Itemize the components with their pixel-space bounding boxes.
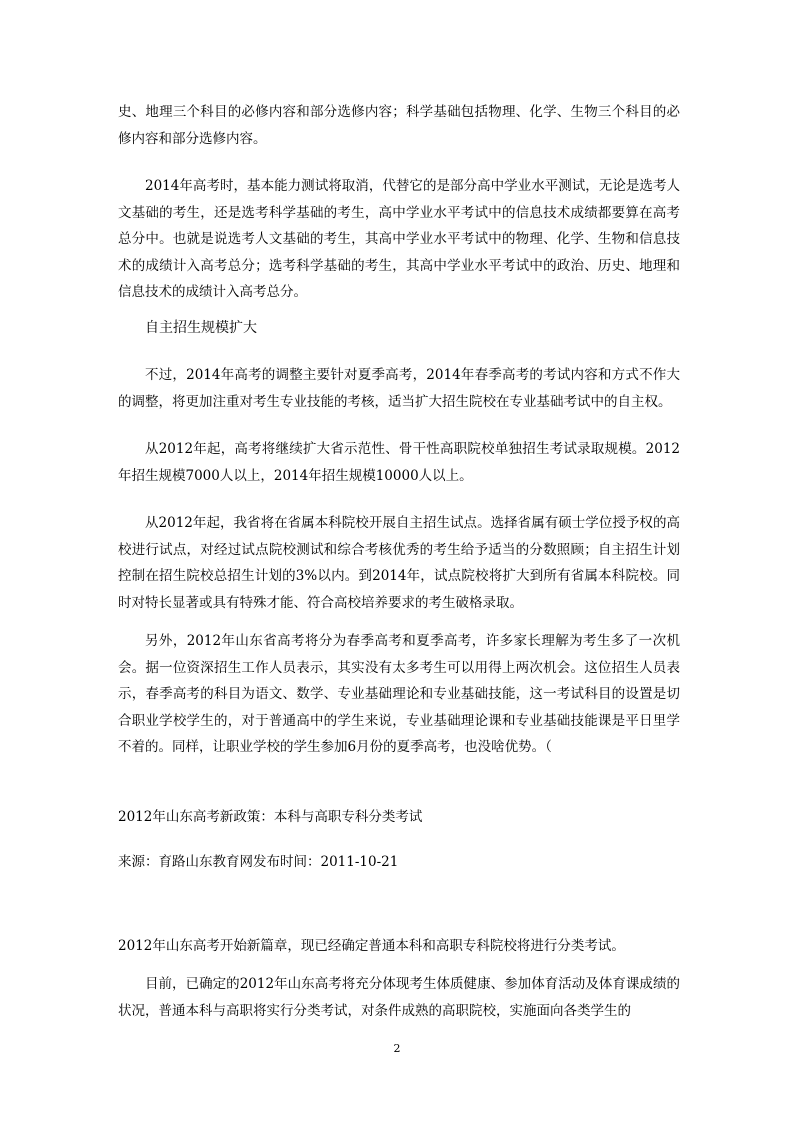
paragraph-2014-adjustment: 不过，2014年高考的调整主要针对夏季高考，2014年春季高考的考试内容和方式不作大的调整，将更加注重对考生专业技能的考核，适当扩大招生院校在专业基础考试中的自主权。 <box>118 367 680 410</box>
paragraph-spring-summer-exam: 另外，2012年山东省高考将分为春季高考和夏季高考，许多家长理解为考生多了一次机会。据一位资深招生工作人员表示，其实没有太多考生可以用得上两次机会。这位招生人员表示，春季高考的科目为语文、数学、专业基础理论和专业基础技能，这一考试科目的设置是切合职业学校学生的，对于普通高中的学生来说，专业基础理论课和专业基础技能课是平日里学不着的。同样，让职业学校的学生参加6月份的夏季高考，也没啥优势。（ <box>118 633 680 755</box>
paragraph-vocational-expansion: 从2012年起，高考将继续扩大省示范性、骨干性高职院校单独招生考试录取规模。2012年招生规模7000人以上，2014年招生规模10000人以上。 <box>118 441 680 484</box>
paragraph-new-chapter: 2012年山东高考开始新篇章，现已经确定普通本科和高职专科院校将进行分类考试。 <box>118 938 625 954</box>
paragraph-subjects-cont: 史、地理三个科目的必修内容和部分选修内容；科学基础包括物理、化学、生物三个科目的必修内容和部分选修内容。 <box>118 104 680 147</box>
article-source-line: 来源：育路山东教育网发布时间：2011-10-21 <box>118 854 399 870</box>
paragraph-2014-ability-test: 2014年高考时，基本能力测试将取消，代替它的是部分高中学业水平测试，无论是选考人文基础的考生，还是选考科学基础的考生，高中学业水平考试中的信息技术成绩都要算在高考总分中。也就是说选考人文基础的考生，其高中学业水平考试中的物理、化学、生物和信息技术的成绩计入高考总分；选考科学基础的考生，其高中学业水平考试中的政治、历史、地理和信息技术的成绩计入高考总分。 <box>118 178 680 300</box>
paragraph-classification-exam: 目前，已确定的2012年山东高考将充分体现考生体质健康、参加体育活动及体育课成绩的状况，普通本科与高职将实行分类考试，对条件成熟的高职院校，实施面向各类学生的 <box>118 976 680 1019</box>
article-title: 2012年山东高考新政策：本科与高职专科分类考试 <box>118 809 423 825</box>
section-heading-autonomous-admission: 自主招生规模扩大 <box>145 320 257 336</box>
page-number: 2 <box>393 1042 401 1055</box>
paragraph-autonomous-pilot: 从2012年起，我省将在省属本科院校开展自主招生试点。选择省属有硕士学位授予权的高校进行试点，对经过试点院校测试和综合考核优秀的考生给予适当的分数照顾；自主招生计划控制在招生院校总招生计划的3%以内。到2014年，试点院校将扩大到所有省属本科院校。同时对特长显著或具有特殊才能、符合高校培养要求的考生破格录取。 <box>118 515 680 611</box>
